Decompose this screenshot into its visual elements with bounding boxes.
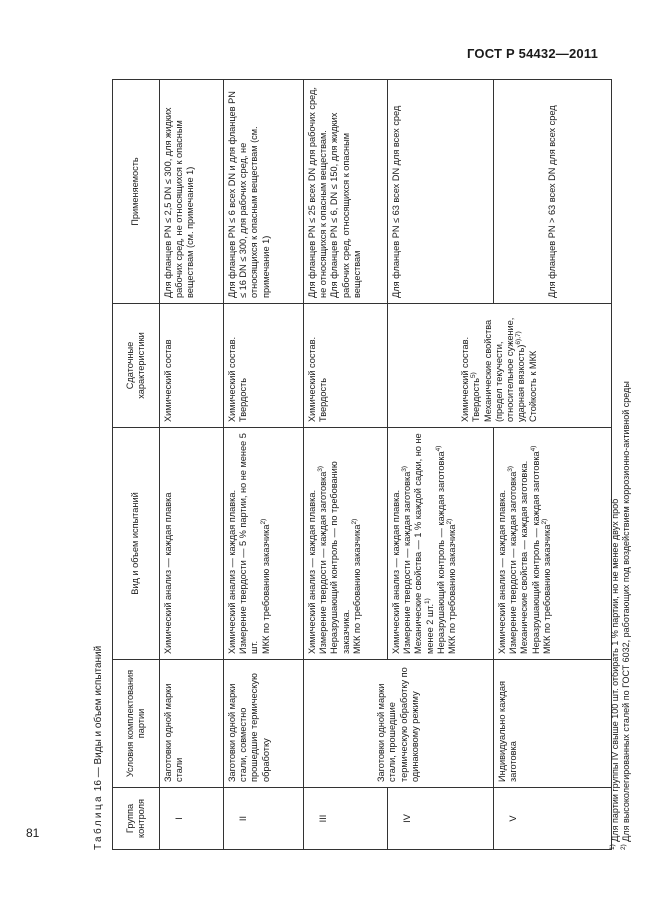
conditions-line: Индивидуально каждая заготовка [497, 681, 519, 782]
applicability-line: Для фланцев PN ≤ 25 всех DN для рабочих сред, не относящихся к опасным веществам. [307, 87, 329, 298]
applicability-cell [304, 80, 388, 304]
tests-line: Измерение твердости — каждая заготовка$^{3)}$ [317, 465, 329, 654]
tests-line: Измерение твердости — каждая заготовка$^{3)}$ [507, 465, 519, 654]
footnote: $^{1)}$ Для партии группы IV свыше 100 шт. отбирать 1 % партии, но не менее двух проб [609, 498, 620, 850]
applicability-line: Для фланцев PN > 63 всех DN для всех сред [546, 105, 557, 298]
tests-line-text: Измерение твердости — каждая заготовка [402, 471, 413, 654]
characteristics-line-text: Механические свойства (предел текучести, относительное сужение, ударная вязкость) [482, 317, 527, 422]
tests-line-text: Механические свойства — 1 % каждой садки, но не менее 2 шт. [413, 433, 435, 654]
group-cell: V [494, 788, 612, 850]
characteristics-cell [224, 304, 304, 428]
tests-cell [160, 428, 224, 660]
conditions-cell [304, 660, 494, 788]
conditions-cell [494, 660, 612, 788]
col-header-characteristics: Сдаточные характеристики [113, 304, 160, 428]
conditions-cell [160, 660, 224, 788]
table-header-row [113, 80, 160, 850]
tests-cell [388, 428, 494, 660]
tests-line: МКК по требованию заказчика$^{2)}$ [259, 518, 271, 654]
tests-line: Механические свойства — 1 % каждой садки, но не менее 2 шт.$^{1)}$ [413, 433, 435, 654]
tests-line-text: Неразрушающий контроль — каждая заготовка [435, 451, 446, 654]
page-number: 81 [26, 826, 40, 840]
characteristics-line: Механические свойства (предел текучести, относительное сужение, ударная вязкость)$^{6),7)}$ [482, 317, 527, 422]
characteristics-cell [388, 304, 612, 428]
conditions-line: Заготовки одной марки стали, прошедшие термическую обработку по одинаковому режиму [376, 667, 420, 782]
tests-line-text: Измерение твердости — каждая заготовка [508, 471, 519, 654]
tests-line: Неразрушающий контроль — по требованию заказчика. [329, 461, 351, 654]
tests-line-text: Измерение твердости — каждая заготовка [318, 471, 329, 654]
characteristics-line: Химический состав [163, 339, 173, 422]
tests-line: Химический анализ — каждая плавка. [391, 489, 401, 654]
conditions-line: Заготовки одной марки стали, совместно прошедшие термическую обработку [227, 673, 271, 782]
tests-line: МКК по требованию заказчика$^{2)}$ [446, 518, 458, 654]
characteristics-line-text: Твердость [471, 377, 482, 422]
tests-line: Химический анализ — каждая плавка. [227, 489, 237, 654]
characteristics-line: Стойкость к МКК [527, 350, 538, 422]
applicability-cell [224, 80, 304, 304]
table-row-i [160, 80, 224, 850]
tests-line-text: МКК по требованию заказчика [351, 524, 362, 654]
tests-cell [224, 428, 304, 660]
col-header-tests: Вид и объем испытаний [113, 428, 160, 660]
col-header-applicability: Применяемость [113, 80, 160, 304]
tests-line: МКК по требованию заказчика$^{2)}$ [350, 518, 362, 654]
table-caption [90, 646, 108, 850]
tests-line: Химический анализ — каждая плавка. [497, 489, 507, 654]
characteristics-cell [160, 304, 224, 428]
applicability-line: Для фланцев PN ≤ 6 всех DN и для фланцев PN ≤ 16 DN ≤ 300, для рабочих сред, не относящихся к опасным веществам (см. примечание 1) [227, 91, 271, 298]
tests-cell [304, 428, 388, 660]
tests-line: Химический анализ — каждая плавка. [307, 489, 317, 654]
standard-header: ГОСТ Р 54432—2011 [467, 46, 598, 61]
tests-cell [494, 428, 612, 660]
tests-line: Неразрушающий контроль — каждая заготовка$^{4)}$ [434, 445, 446, 654]
characteristics-line: Химический состав. [460, 336, 471, 422]
applicability-cell [388, 80, 494, 304]
col-header-conditions: Условия комплектования партии [113, 660, 160, 788]
tests-line-text: МКК по требованию заказчика [541, 524, 552, 654]
tests-line: Механические свойства — каждая заготовка. [519, 460, 530, 654]
table-caption-prefix: Таблица [93, 793, 104, 850]
applicability-line: Для фланцев PN ≤ 2,5 DN ≤ 300, для жидких рабочих сред, не относящихся к опасным веществам (см. примечание 1) [163, 107, 196, 298]
tests-table [112, 79, 612, 850]
rotated-table-block [90, 80, 640, 850]
characteristics-line: Химический состав. [227, 336, 237, 422]
footnote: $^{2)}$ Для высоколегированных сталей по ГОСТ 6032, работающих под воздействием коррозионно-активной среды [620, 381, 632, 850]
tests-line-text: МКК по требованию заказчика [260, 524, 271, 654]
characteristics-cell [304, 304, 388, 428]
tests-line-text: Неразрушающий контроль — каждая заготовка [530, 451, 541, 654]
characteristics-line: Твердость$^{5)}$ [470, 372, 482, 422]
footnote-text: Для высоколегированных сталей по ГОСТ 6032, работающих под воздействием коррозионно-активной среды [621, 381, 632, 842]
col-header-group: Группа контроля [113, 788, 160, 850]
tests-line: Измерение твердости — каждая заготовка$^{3)}$ [401, 465, 413, 654]
table-caption-title: 16 — Виды и объем испытаний [93, 645, 104, 794]
characteristics-line: Химический состав. [307, 336, 317, 422]
table-footnotes [610, 80, 633, 850]
characteristics-line: Твердость [318, 377, 329, 422]
tests-line: Химический анализ — каждая плавка [163, 492, 173, 654]
conditions-cell [224, 660, 304, 788]
footnote-text: Для партии группы IV свыше 100 шт. отбирать 1 % партии, но не менее двух проб [610, 498, 620, 842]
tests-line: Неразрушающий контроль — каждая заготовка$^{4)}$ [529, 445, 541, 654]
applicability-cell [494, 80, 612, 304]
applicability-cell [160, 80, 224, 304]
group-cell: I [160, 788, 224, 850]
group-cell: III [304, 788, 388, 850]
group-cell: IV [388, 788, 494, 850]
tests-line: Измерение твердости — 5 % партии, но не менее 5 шт. [238, 433, 260, 654]
table-row-v [494, 80, 612, 850]
tests-line: МКК по требованию заказчика$^{2)}$ [540, 518, 552, 654]
applicability-line: Для фланцев PN ≤ 63 всех DN для всех сред [391, 105, 401, 298]
table-row-ii [224, 80, 304, 850]
applicability-line: Для фланцев PN ≤ 6, DN ≤ 150, для жидких рабочих сред, относящихся к опасным веществам [329, 112, 362, 298]
characteristics-line: Твердость [238, 377, 249, 422]
conditions-line: Заготовки одной марки стали [163, 683, 185, 782]
group-cell: II [224, 788, 304, 850]
tests-line-text: МКК по требованию заказчика [447, 524, 458, 654]
table-row-iii [304, 80, 388, 850]
